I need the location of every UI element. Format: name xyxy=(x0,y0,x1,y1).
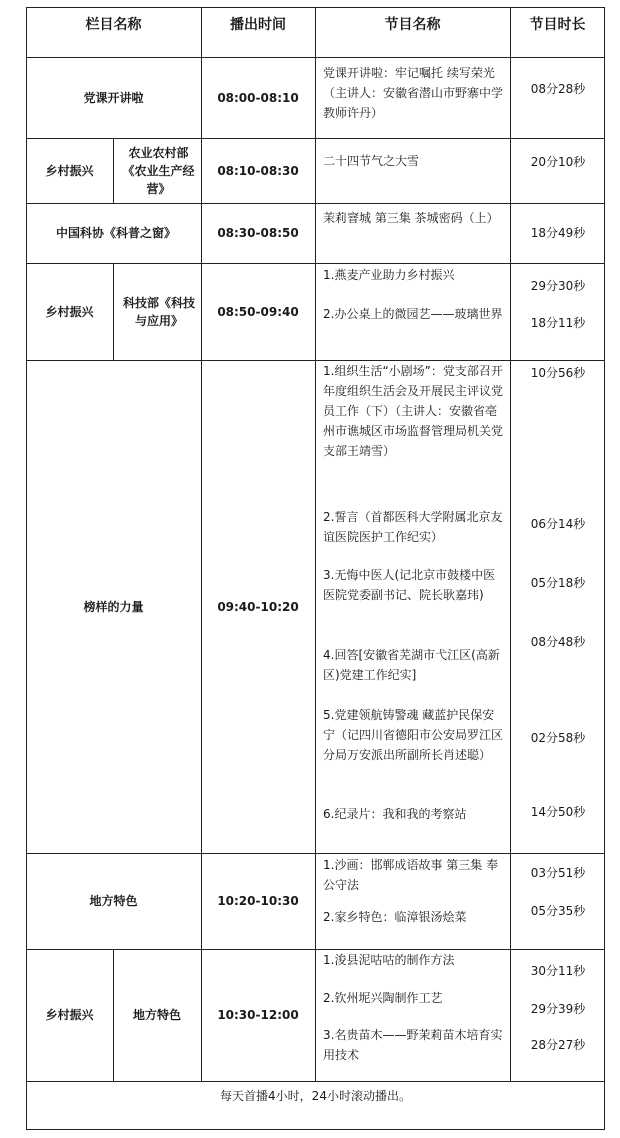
air-time: 08:50-09:40 xyxy=(217,304,299,319)
column-name: 乡村振兴 xyxy=(45,304,94,319)
sub-column-name: 农业农村部《农业生产经营》 xyxy=(122,145,195,196)
program-duration: 02分58秒 xyxy=(530,731,586,745)
air-time: 09:40-10:20 xyxy=(217,599,299,614)
program-title: 5.党建领航铸警魂 藏蓝护民保安宁（记四川省德阳市公安局罗江区分局万安派出所副所长肖述聪） xyxy=(323,708,504,762)
program-duration: 30分11秒 xyxy=(530,964,586,978)
header-column: 栏目名称 xyxy=(85,17,142,33)
column-name: 党课开讲啦 xyxy=(83,90,144,105)
program-duration: 20分10秒 xyxy=(530,155,586,169)
program-duration: 29分39秒 xyxy=(530,1002,586,1016)
rule xyxy=(510,7,511,1082)
program-duration: 05分35秒 xyxy=(530,904,586,918)
header-duration: 节目时长 xyxy=(529,17,586,33)
sub-column-name: 科技部《科技与应用》 xyxy=(123,295,196,328)
program-duration: 08分48秒 xyxy=(530,635,586,649)
program-title: 3.无悔中医人(记北京市鼓楼中医医院党委副书记、院长耿嘉玮) xyxy=(323,568,496,602)
program-duration: 08分28秒 xyxy=(530,82,586,96)
program-title: 1.组织生活“小剧场”：党支部召开年度组织生活会及开展民主评议党员工作（下）（主讲人：安徽省亳州市谯城区市场监督管理局机关党支部王靖雪） xyxy=(323,364,504,458)
rule xyxy=(26,1129,605,1130)
air-time: 08:10-08:30 xyxy=(217,163,299,178)
rule xyxy=(604,7,605,1130)
program-duration: 03分51秒 xyxy=(530,866,586,880)
program-duration: 14分50秒 xyxy=(530,805,586,819)
program-title: 茉莉窨城 第三集 茶城密码（上） xyxy=(323,211,499,225)
program-title: 2.办公桌上的微园艺——玻璃世界 xyxy=(323,307,503,321)
program-title: 2.钦州坭兴陶制作工艺 xyxy=(323,991,443,1005)
program-duration: 18分49秒 xyxy=(530,226,586,240)
air-time: 10:30-12:00 xyxy=(217,1008,299,1022)
program-duration: 18分11秒 xyxy=(530,316,586,330)
program-duration: 28分27秒 xyxy=(530,1038,586,1052)
program-title: 1.浚县泥咕咕的制作方法 xyxy=(323,953,455,967)
air-time: 10:20-10:30 xyxy=(217,894,299,908)
program-duration: 05分18秒 xyxy=(530,576,586,590)
column-name: 地方特色 xyxy=(89,894,138,908)
column-name: 乡村振兴 xyxy=(45,163,94,178)
sub-column-name: 地方特色 xyxy=(132,1008,181,1022)
header-time: 播出时间 xyxy=(230,17,286,33)
rule xyxy=(315,7,316,1082)
program-title: 1.沙画：邯郸成语故事 第三集 奉公守法 xyxy=(323,858,499,892)
program-title: 党课开讲啦：牢记嘱托 续写荣光（主讲人：安徽省潜山市野寨中学教师许丹） xyxy=(323,66,504,120)
rule xyxy=(113,138,114,203)
program-title: 二十四节气之大雪 xyxy=(323,154,420,168)
program-title: 2.誓言（首都医科大学附属北京友谊医院医护工作纪实） xyxy=(323,510,503,544)
program-title: 1.燕麦产业助力乡村振兴 xyxy=(323,268,455,282)
program-duration: 29分30秒 xyxy=(530,279,586,293)
program-title: 6.纪录片：我和我的考察站 xyxy=(323,807,467,821)
program-title: 2.家乡特色：临漳银汤烩菜 xyxy=(323,910,467,924)
schedule-table xyxy=(26,7,605,1130)
column-name: 乡村振兴 xyxy=(45,1008,94,1022)
program-duration: 10分56秒 xyxy=(530,366,586,380)
program-title: 4.回答[安徽省芜湖市弋江区(高新区)党建工作纪实] xyxy=(323,648,500,682)
program-title: 3.名贵苗木——野茉莉苗木培育实用技术 xyxy=(323,1028,503,1062)
rule xyxy=(113,263,114,360)
air-time: 08:00-08:10 xyxy=(217,90,299,105)
footer-note: 每天首播4小时，24小时滚动播出。 xyxy=(220,1089,411,1103)
air-time: 08:30-08:50 xyxy=(217,226,299,240)
program-duration: 06分14秒 xyxy=(530,517,586,531)
column-name: 榜样的力量 xyxy=(83,599,144,614)
header-program: 节目名称 xyxy=(384,17,441,33)
column-name: 中国科协《科普之窗》 xyxy=(56,226,177,240)
